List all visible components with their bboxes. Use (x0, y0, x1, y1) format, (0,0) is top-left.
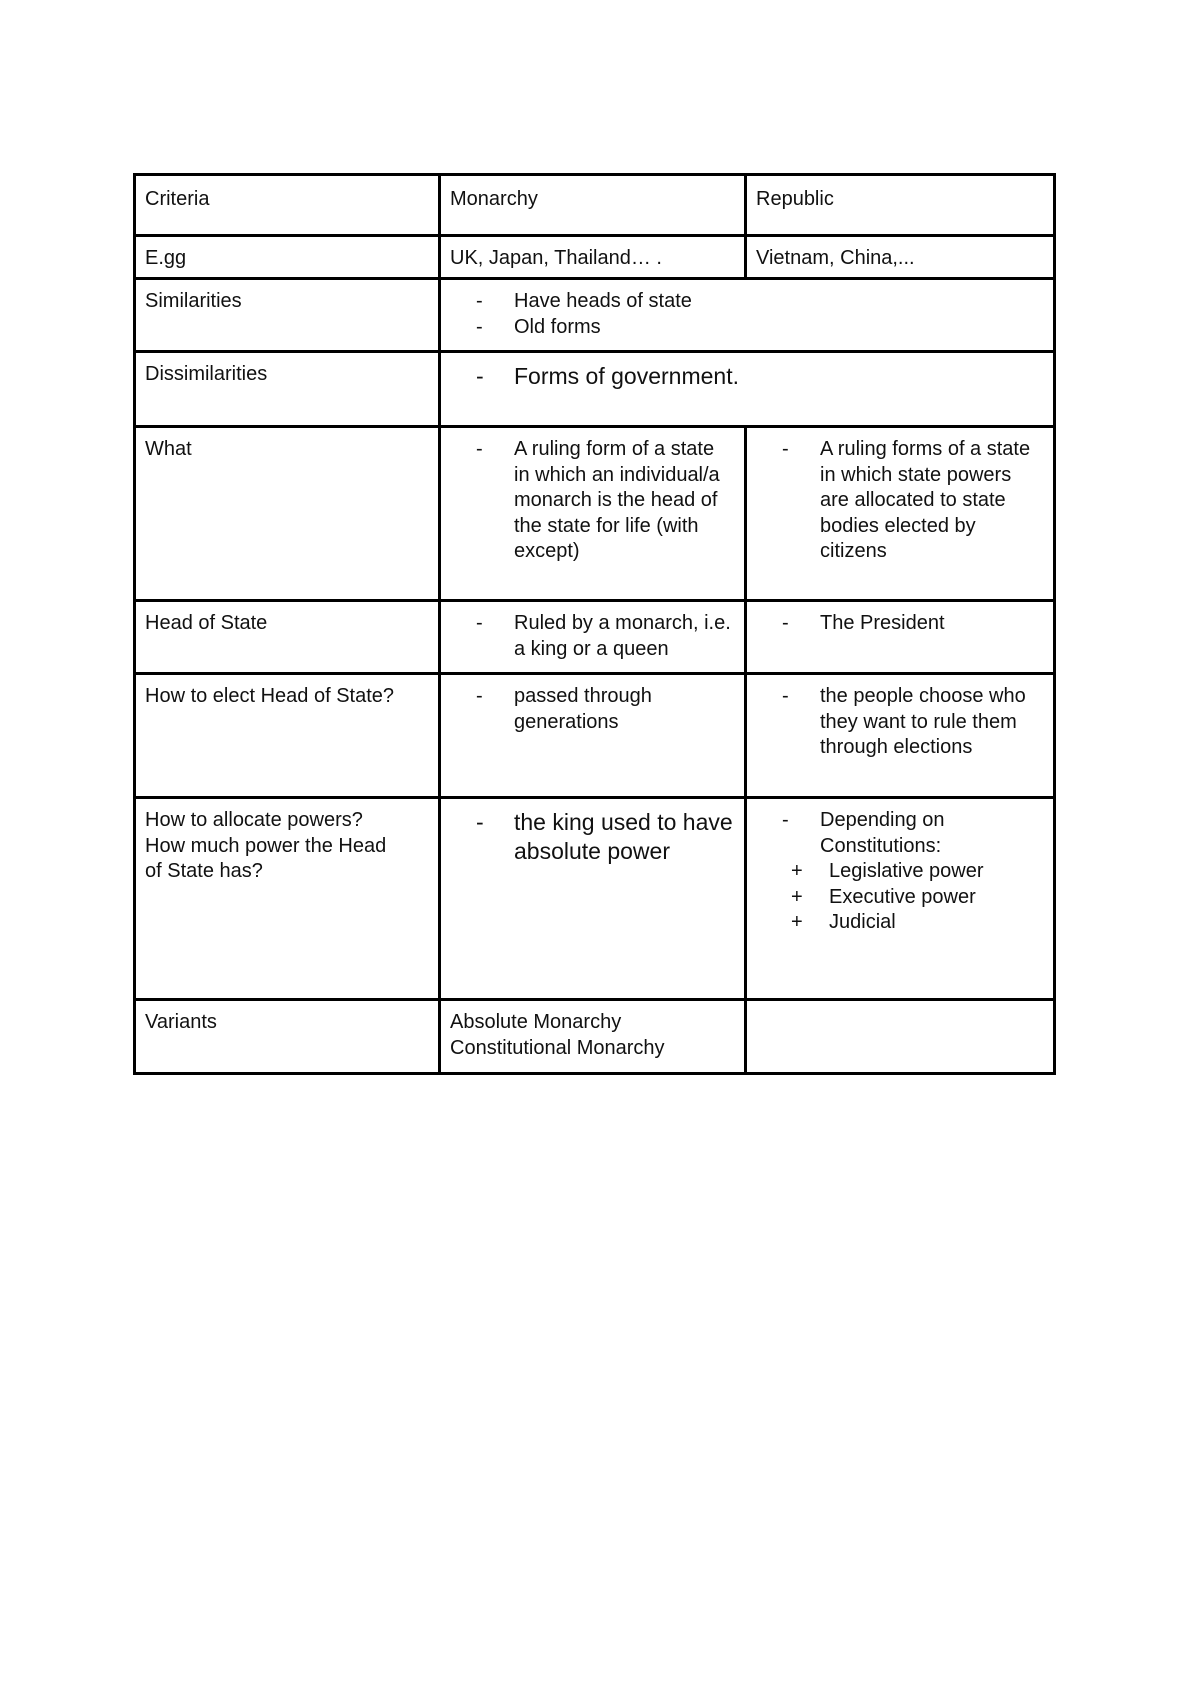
what-monarchy-list (450, 437, 735, 565)
allocate-republic-cell (746, 798, 1055, 1000)
variant-item: Constitutional Monarchy (450, 1036, 665, 1059)
row-label-examples: E.gg (135, 236, 440, 279)
dissimilarities-list (450, 362, 1044, 391)
table-row-allocate (135, 798, 1055, 1000)
what-monarchy-cell (440, 427, 746, 601)
label-line: How to allocate powers? (145, 809, 363, 831)
allocate-republic-list (756, 808, 1044, 936)
row-label-variants: Variants (135, 1000, 440, 1074)
head-of-state-monarchy-cell (440, 601, 746, 674)
header-criteria: Criteria (135, 175, 440, 236)
elect-republic-list (756, 684, 1044, 761)
row-label-head-of-state: Head of State (135, 601, 440, 674)
list-item: + Legislative power (829, 859, 1044, 885)
list-item: + Executive power (829, 885, 1044, 911)
head-of-state-monarchy-list (450, 611, 735, 662)
table-row-what (135, 427, 1055, 601)
examples-republic: Vietnam, China,... (746, 236, 1055, 279)
comparison-table (133, 173, 1056, 1075)
head-of-state-republic-cell (746, 601, 1055, 674)
header-republic: Republic (746, 175, 1055, 236)
row-label-similarities: Similarities (135, 279, 440, 352)
header-monarchy: Monarchy (440, 175, 746, 236)
variants-republic-cell (746, 1000, 1055, 1074)
variants-monarchy-cell (440, 1000, 746, 1074)
list-item: - the king used to have absolute power (514, 808, 735, 866)
list-item: - Have heads of state (514, 289, 1044, 315)
table-row-head-of-state (135, 601, 1055, 674)
similarities-list (450, 289, 1044, 340)
list-item: - passed through generations (514, 684, 735, 735)
list-item: - the people choose who they want to rule them through elections (820, 684, 1044, 761)
table-row-elect (135, 674, 1055, 798)
label-line: of State has? (145, 860, 263, 882)
table-row-dissimilarities (135, 352, 1055, 427)
list-item: - Forms of government. (514, 362, 1044, 391)
allocate-monarchy-cell (440, 798, 746, 1000)
row-label-what: What (135, 427, 440, 601)
row-label-allocate (135, 798, 440, 1000)
table-row-variants (135, 1000, 1055, 1074)
what-republic-cell (746, 427, 1055, 601)
head-of-state-republic-list (756, 611, 1044, 637)
list-item: - Ruled by a monarch, i.e. a king or a queen (514, 611, 735, 662)
list-item (820, 808, 1044, 936)
list-item: - Old forms (514, 315, 1044, 341)
allocate-republic-text: Depending on Constitutions: (820, 809, 945, 857)
label-line: How much power the Head (145, 834, 387, 857)
header-row (135, 175, 1055, 236)
powers-sublist (756, 859, 1044, 936)
elect-monarchy-list (450, 684, 735, 735)
list-item: - A ruling forms of a state in which state powers are allocated to state bodies elected by citizens (820, 437, 1044, 565)
row-label-elect: How to elect Head of State? (135, 674, 440, 798)
table-row-similarities (135, 279, 1055, 352)
similarities-cell (440, 279, 1055, 352)
elect-republic-cell (746, 674, 1055, 798)
list-item: - The President (820, 611, 1044, 637)
list-item: + Judicial (829, 910, 1044, 936)
list-item: - A ruling form of a state in which an individual/a monarch is the head of the state for life (with except) (514, 437, 735, 565)
examples-monarchy: UK, Japan, Thailand… . (440, 236, 746, 279)
elect-monarchy-cell (440, 674, 746, 798)
dissimilarities-cell (440, 352, 1055, 427)
table-row-examples (135, 236, 1055, 279)
what-republic-list (756, 437, 1044, 565)
variant-item: Absolute Monarchy (450, 1011, 622, 1033)
row-label-dissimilarities: Dissimilarities (135, 352, 440, 427)
allocate-monarchy-list (450, 808, 735, 866)
